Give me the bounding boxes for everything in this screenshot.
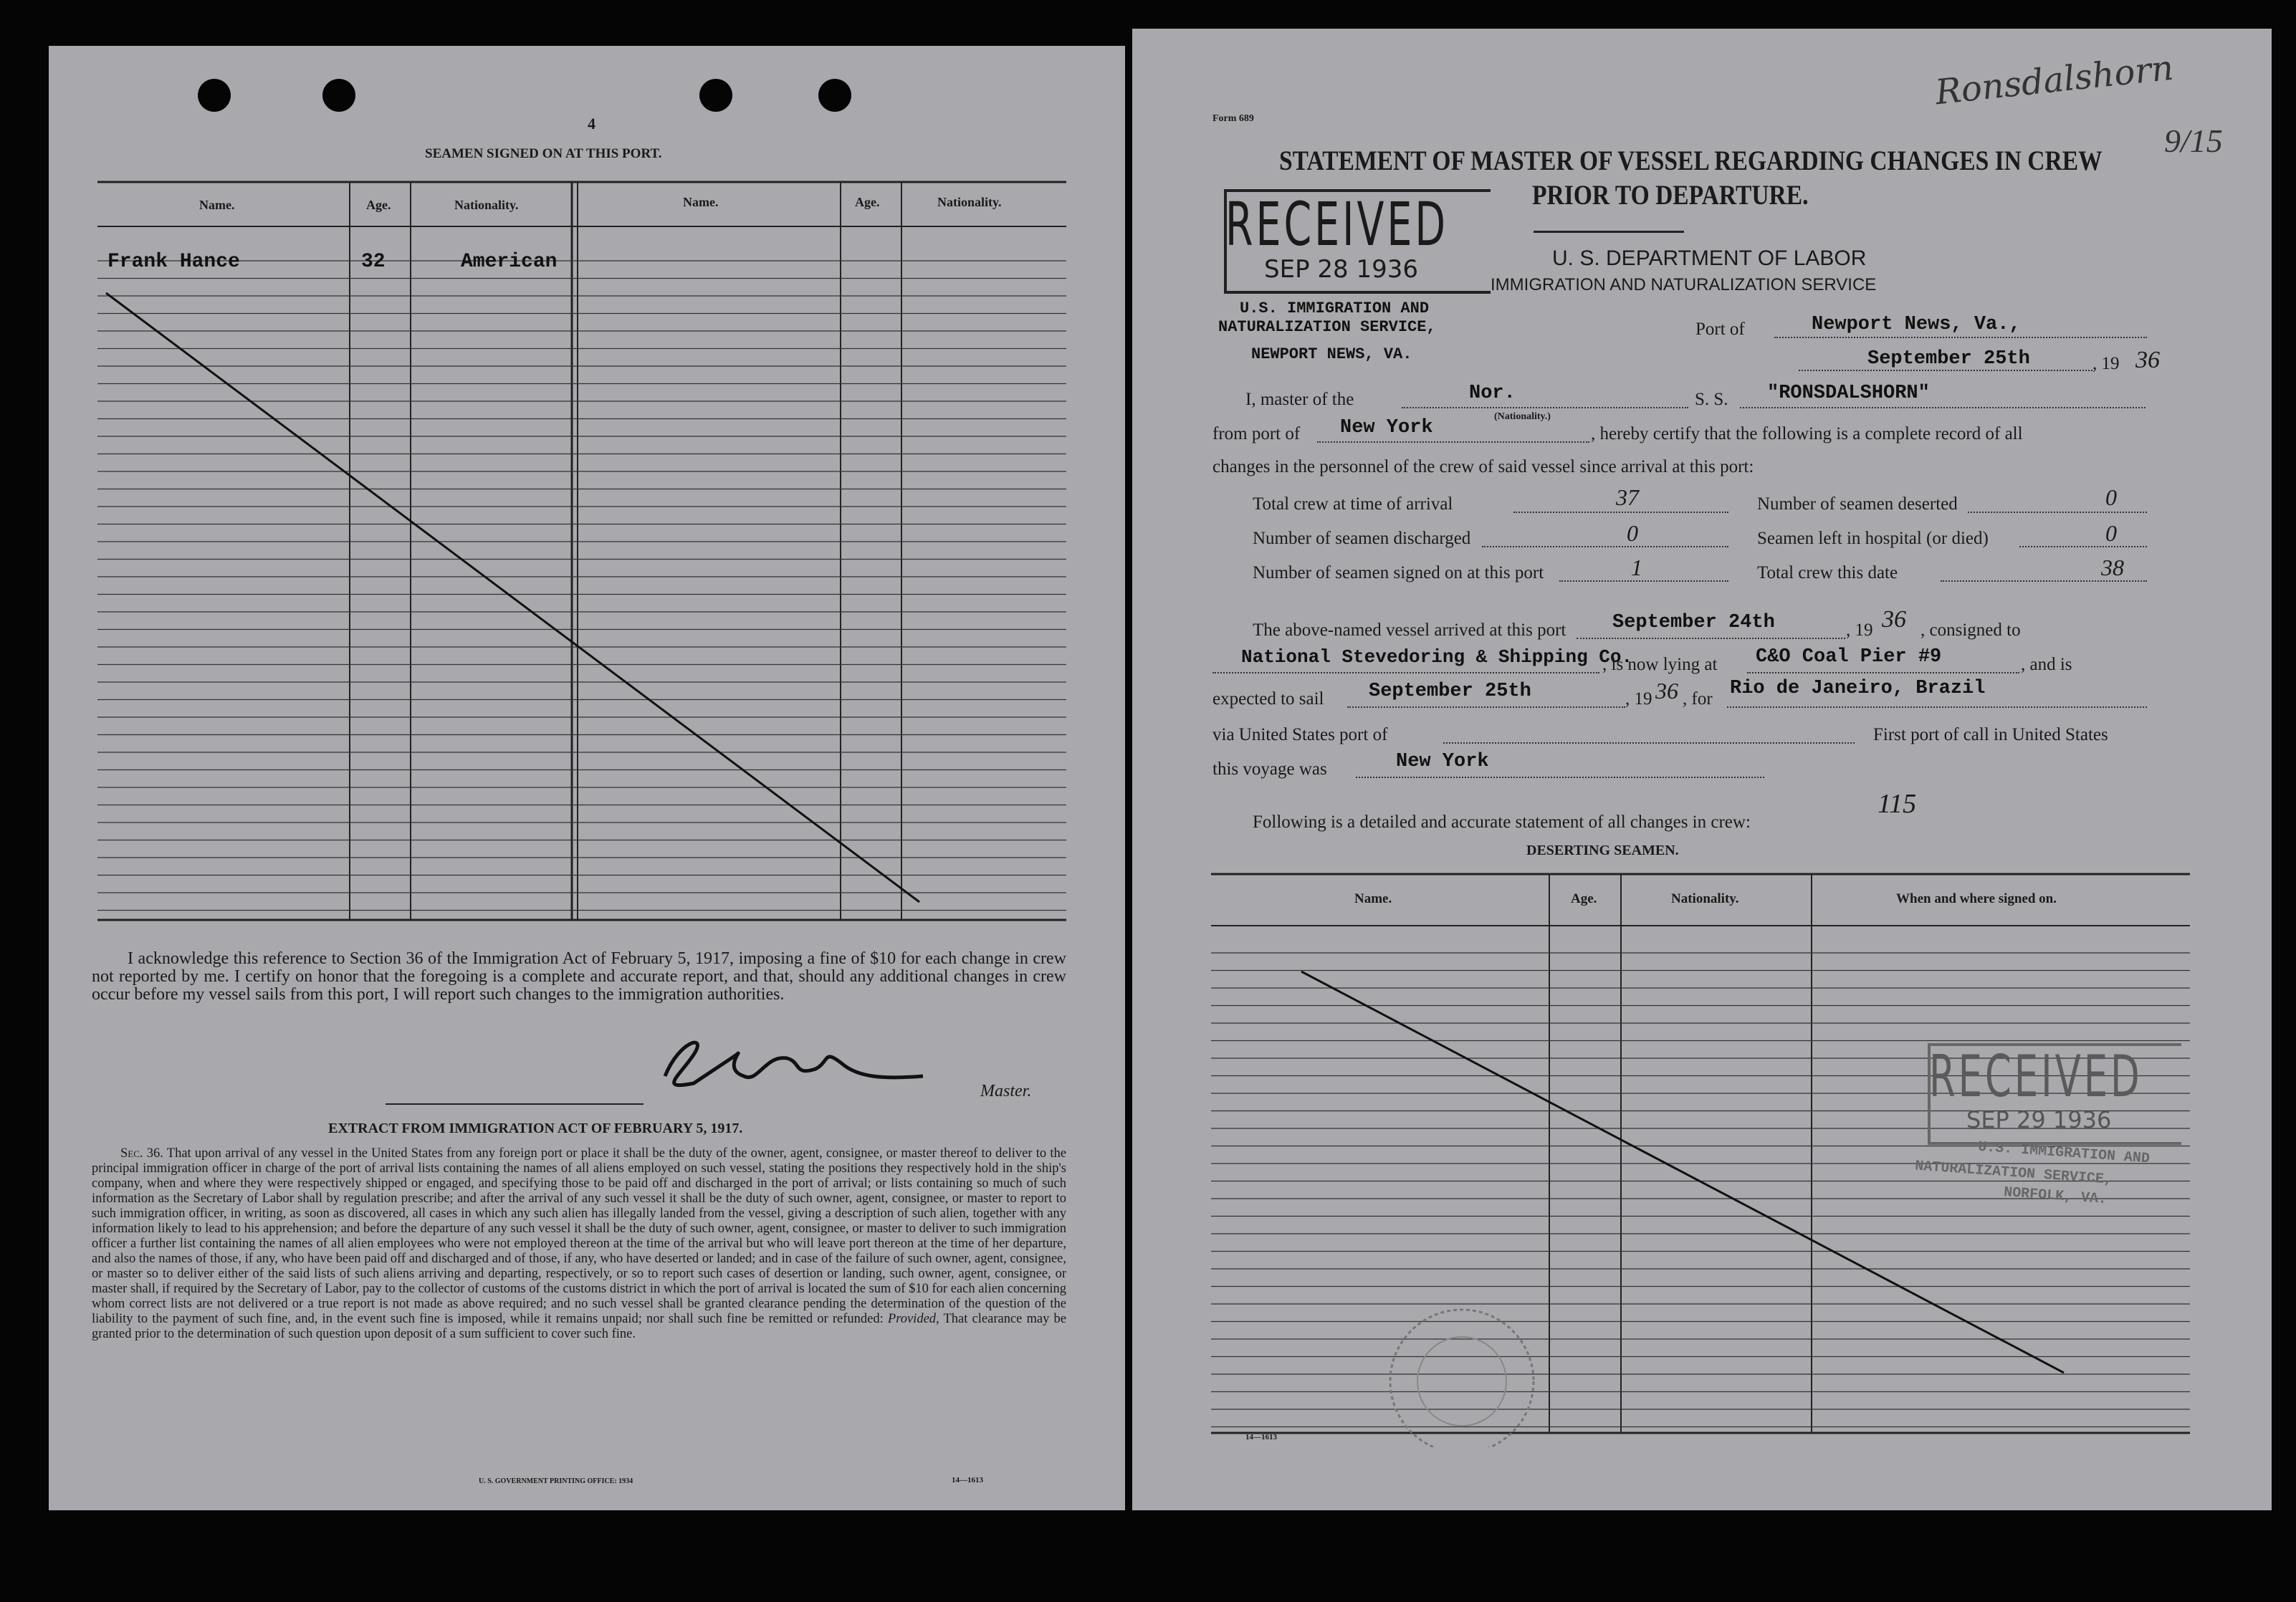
count-label-total-date: Total crew this date [1757,563,1898,582]
seaman-age: 32 [361,251,386,273]
consigned-text: , consigned to [1920,620,2021,640]
consignee: National Stevedoring & Shipping Co. [1241,646,1633,668]
arrived-year: 36 [1882,606,1906,633]
form-date: September 25th [1867,348,2030,370]
from-port-value: New York [1340,417,1433,438]
sail-date: September 25th [1369,681,1531,702]
col-header-age-2: Age. [855,195,880,209]
first-port-text: First port of call in United States [1873,725,2108,744]
count-label-deserted: Number of seamen deserted [1757,494,1958,514]
port-value: Newport News, Va., [1812,314,2021,335]
stamp-received-word: RECEIVED [1225,189,1448,259]
master-signature [651,1026,930,1105]
for-text: , for [1683,689,1713,709]
col-header-nationality: Nationality. [454,198,519,212]
arrived-year-prefix: , 19 [1846,620,1873,640]
count-value-deserted: 0 [2105,484,2117,510]
stamp1-line3: NEWPORT NEWS, VA. [1251,345,1412,363]
stamp2-line2: NATURALIZATION SERVICE, [1914,1158,2113,1189]
form-number: Form 689 [1212,113,1254,124]
seaman-name: Frank Hance [107,251,240,273]
form-code: 14—1613 [952,1476,983,1485]
extract-section-label: Sec. 36. [120,1146,163,1161]
count-label-discharged: Number of seamen discharged [1253,529,1471,548]
acknowledgement-paragraph: I acknowledge this reference to Section 36 of the Immigration Act of February 5, 1917, imposing a fine of $10 for each change in crew not reported by me. I certify on honor that the foregoing is a complete and accurate report, and that, should any additional changes in crew occur before my vessel sails from this port, I will report such changes to the immigration authorities. [92,949,1066,1004]
voyage-port: New York [1396,751,1489,772]
page-number: 4 [588,115,595,133]
printer-imprint: U. S. GOVERNMENT PRINTING OFFICE: 1934 [479,1477,633,1485]
col-header-name-2: Name. [683,195,719,209]
nationality-caption: (Nationality.) [1494,411,1551,422]
count-label-total-arrival: Total crew at time of arrival [1253,494,1453,514]
col-header-name: Name. [199,198,235,212]
handwritten-number: 115 [1878,789,1917,819]
extract-text [92,1146,1066,1342]
form-title-line1: STATEMENT OF MASTER OF VESSEL REGARDING CHANGES IN CREW [1279,145,2103,176]
stamp1-line1: U.S. IMMIGRATION AND [1240,299,1430,317]
pier-location: C&O Coal Pier #9 [1756,646,1942,668]
right-form-code: 14—1613 [1245,1433,1277,1442]
deserting-col-age: Age. [1571,891,1597,906]
right-page [1132,29,2272,1510]
certify-text: , hereby certify that the following is a complete record of all [1591,424,2023,443]
stamp2-line1: U.S. IMMIGRATION AND [1977,1138,2151,1168]
handwritten-vessel-name: Ronsdalshorn [1933,47,2176,113]
stamp2-line3: NORFOLK, VA. [2003,1184,2108,1208]
from-port-label: from port of [1212,424,1301,443]
expected-text: expected to sail [1212,689,1324,709]
col-header-nationality-2: Nationality. [937,195,1002,209]
col-header-age: Age. [366,198,391,212]
extract-provided: Provided, [887,1312,939,1326]
deserting-col-name: Name. [1354,891,1392,906]
seamen-signed-on-table-grid [49,46,1125,934]
ss-label: S. S. [1695,390,1728,409]
extract-end: That clearance may be granted prior to the determination of such question upon deposit of a sum sufficient to cover such fine. [92,1312,1066,1341]
changes-text: changes in the personnel of the crew of said vessel since arrival at this port: [1212,457,1754,476]
and-is-text: , and is [2021,655,2072,674]
count-label-hospital: Seamen left in hospital (or died) [1757,529,1989,548]
master-label: Master. [980,1082,1032,1100]
arrived-date: September 24th [1612,612,1775,633]
count-label-signed-on: Number of seamen signed on at this port [1253,563,1544,582]
master-of-label: I, master of the [1245,390,1354,409]
count-value-signed-on: 1 [1631,555,1642,580]
via-text: via United States port of [1212,725,1388,744]
arrived-text: The above-named vessel arrived at this port [1253,620,1566,640]
vessel-nationality: Nor. [1469,383,1516,404]
stamp2-date: SEP 29 1936 [1966,1106,2112,1133]
department: U. S. DEPARTMENT OF LABOR [1552,246,1867,270]
received-stamp-norfolk [1928,1043,2181,1145]
form-title-line2: PRIOR TO DEPARTURE. [1532,180,1809,211]
signature-line [386,1103,644,1105]
count-value-discharged: 0 [1627,520,1638,546]
count-value-hospital: 0 [2105,520,2117,546]
deserting-title: DESERTING SEAMEN. [1526,843,1679,858]
count-value-total-date: 38 [2101,555,2124,580]
date-year: 36 [2135,347,2160,373]
handwritten-corner-note: 9/15 [2164,123,2223,159]
deserting-col-nationality: Nationality. [1671,891,1739,906]
lying-text: , is now lying at [1602,655,1718,674]
date-year-prefix: , 19 [2092,354,2120,373]
deserting-seamen-table-grid [1132,29,2272,1447]
extract-body: That upon arrival of any vessel in the United States from any foreign port or place it shall be the duty of the owner, agent, consignee, or master thereof to deliver to the principal immigration officer in charge of the port of arrival lists containing the names of all aliens employed on such vessel, stating the positions they respectively hold in the ship's company, when and where they were respectively shipped or engaged, and specifying those to be paid off and discharged in the port of arrival; or lists containing so much of such information as the Secretary of Labor shall by regulation prescribe; and after the arrival of any such vessel it shall be the duty of such owner, agent, consignee, or master to report to such immigration officer, in writing, as soon as discovered, all cases in which any such alien has illegally landed from the vessel, giving a description of such alien, together with any information likely to lead to his apprehension; and before the departure of any such vessel it shall be the duty of such owner, agent, consignee, or master to deliver to such immigration officer a further list containing the names of all alien employees who were not employed thereon at the time of the arrival but who will leave port thereon at the time of her departure, and also the names of those, if any, who have been paid off and discharged and of those, if any, who have deserted or landed; and in case of the failure of such owner, agent, consignee, or master so to deliver either of the said lists of such aliens arriving and departing, respectively, or so to report such cases of desertion or landing, such owner, agent, consignee, or master shall, if required by the Secretary of Labor, pay to the collector of customs of the customs district in which the port of arrival is located the sum of $10 for each alien concerning whom correct lists are not delivered or a true report is not made as above required; and no such vessel shall be granted clearance pending the determination of the question of the liability to the payment of such fine, and, in the event such fine is imposed, while it remains unpaid; nor shall such fine be remitted or refunded: [92,1146,1066,1326]
table-title: SEAMEN SIGNED ON AT THIS PORT. [425,146,662,161]
stamp1-line2: NATURALIZATION SERVICE, [1218,318,1436,336]
vessel-name: "RONSDALSHORN" [1767,383,1930,404]
following-text: Following is a detailed and accurate statement of all changes in crew: [1253,812,1751,832]
extract-title: EXTRACT FROM IMMIGRATION ACT OF FEBRUARY 5, 1917. [328,1121,743,1136]
stamp-date: SEP 28 1936 [1264,255,1418,284]
sail-year-prefix: , 19 [1625,689,1652,709]
voyage-text: this voyage was [1212,759,1327,779]
seaman-nationality: American [461,251,558,273]
port-label: Port of [1695,320,1745,339]
service: IMMIGRATION AND NATURALIZATION SERVICE [1491,275,1877,294]
stamp2-received-word: RECEIVED [1929,1043,2143,1110]
destination: Rio de Janeiro, Brazil [1730,678,1986,699]
sail-year: 36 [1655,678,1678,704]
count-value-total-arrival: 37 [1616,484,1639,510]
left-page [49,46,1125,1510]
deserting-col-when-where: When and where signed on. [1896,891,2057,906]
